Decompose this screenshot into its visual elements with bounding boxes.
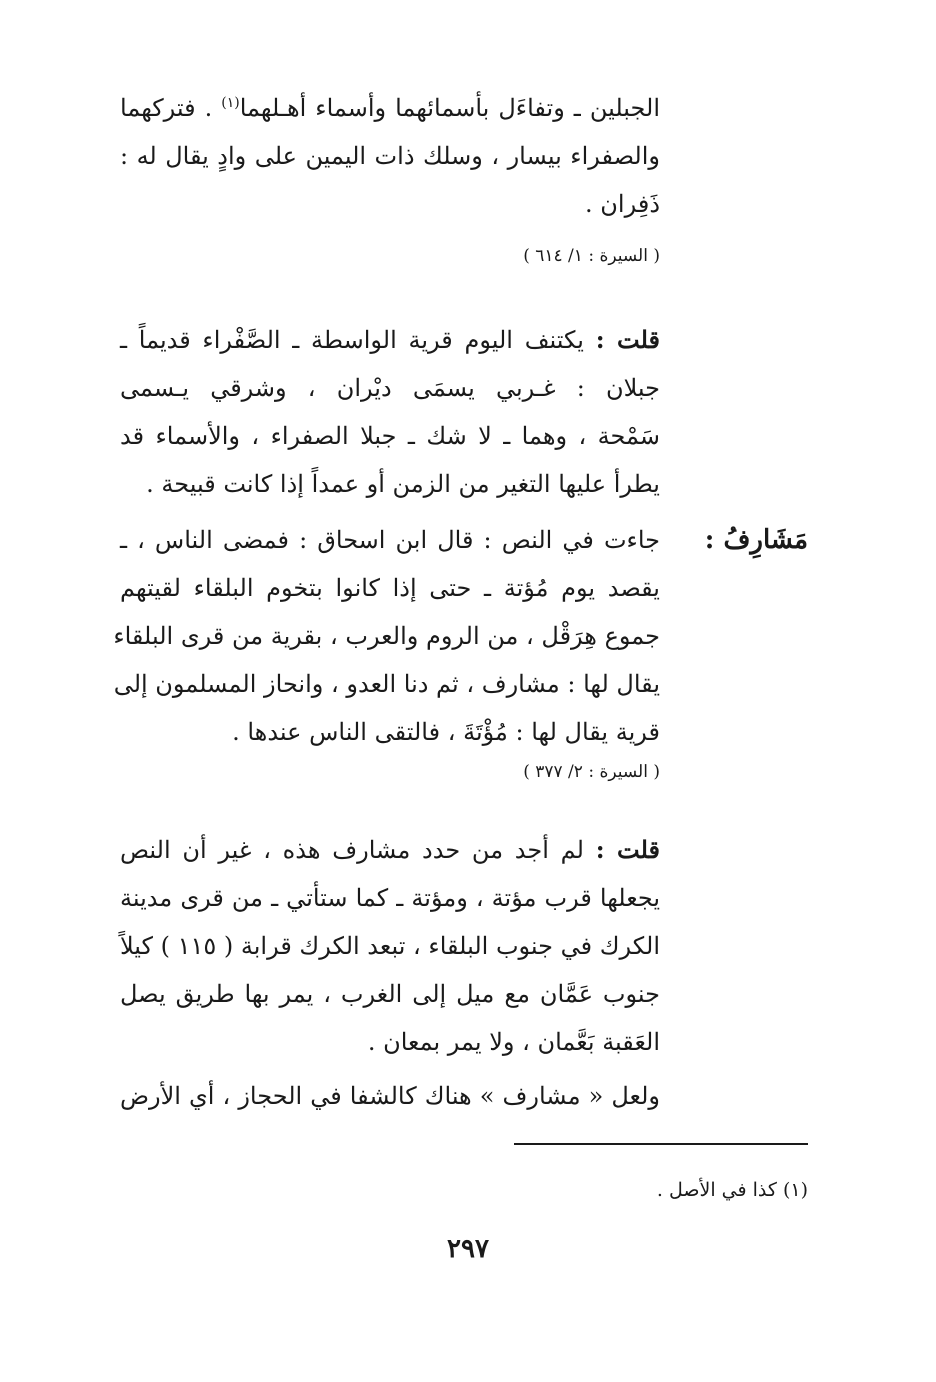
text-line: جاءت في النص : قال ابن اسحاق : فمضى الناس ، ـ xyxy=(120,526,660,554)
commentary-lead: قلت : xyxy=(595,835,661,864)
text-line: سَمْحة ، وهما ـ لا شك ـ جبلا الصفراء ، والأسماء قد xyxy=(120,422,660,450)
commentary-paragraph xyxy=(120,826,660,1066)
text-line: ولعل « مشارف » هناك كالشفا في الحجاز ، أي الأرض xyxy=(120,1082,660,1110)
source-citation: ( السيرة : ١/ ٦١٤ ) xyxy=(523,246,660,266)
text-span: . فتركهما xyxy=(120,94,222,122)
text-line: جموع هِرَقْل ، من الروم والعرب ، بقرية من قرى البلقاء xyxy=(113,622,660,650)
text-line xyxy=(120,826,660,874)
text-line: يطرأ عليها التغير من الزمن أو عمداً إذا كانت قبيحة . xyxy=(146,470,660,498)
text-line: جنوب عَمَّان مع ميل إلى الغرب ، يمر بها طريق يصل xyxy=(120,980,660,1008)
text-line: والصفراء بيسار ، وسلك ذات اليمين على وادٍ يقال له : xyxy=(120,142,660,170)
text-span: لم أجد من حدد مشارف هذه ، غير أن النص xyxy=(120,836,596,864)
entry-body xyxy=(113,516,660,756)
text-line xyxy=(120,316,660,364)
text-line: ذَفِران . xyxy=(585,190,660,218)
footnote-separator xyxy=(514,1143,808,1145)
text-line: يجعلها قرب مؤتة ، ومؤتة ـ كما ستأتي ـ من قرى مدينة xyxy=(120,884,660,912)
page-number: ٢٩٧ xyxy=(447,1234,489,1264)
commentary-paragraph xyxy=(120,316,660,508)
commentary-lead: قلت : xyxy=(595,325,661,354)
text-line: العَقبة بَعَّمان ، ولا يمر بمعان . xyxy=(367,1028,660,1056)
text-line: يقال لها : مشارف ، ثم دنا العدو ، وانحاز المسلمون إلى xyxy=(113,670,660,698)
text-line: جبلان : غـربي يسمَى ديْران ، وشرقي يـسمى xyxy=(120,374,660,402)
text-line: قرية يقال لها : مُؤْتَةَ ، فالتقى الناس عندها . xyxy=(232,718,660,746)
source-citation: ( السيرة : ٢/ ٣٧٧ ) xyxy=(523,762,660,782)
text-line: يقصد يوم مُؤتة ـ حتى إذا كانوا بتخوم البلقاء لقيتهم xyxy=(120,574,660,602)
entry-heading: مَشَارِفُ : xyxy=(704,525,808,555)
paragraph-continuation xyxy=(120,84,660,228)
text-line: الكرك في جنوب البلقاء ، تبعد الكرك قرابة ( ١١٥ ) كيلاً xyxy=(119,932,660,960)
footnote-reference: (١) xyxy=(221,95,240,111)
closing-paragraph xyxy=(120,1072,660,1120)
text-span: يكتنف اليوم قرية الواسطة ـ الصَّفْراء قديماً ـ xyxy=(120,326,596,354)
text-span: الجبلين ـ وتفاءَل بأسمائهما وأسماء أهـلهما xyxy=(239,94,660,122)
text-line xyxy=(120,84,660,132)
footnote: (١) كذا في الأصل . xyxy=(656,1179,808,1201)
